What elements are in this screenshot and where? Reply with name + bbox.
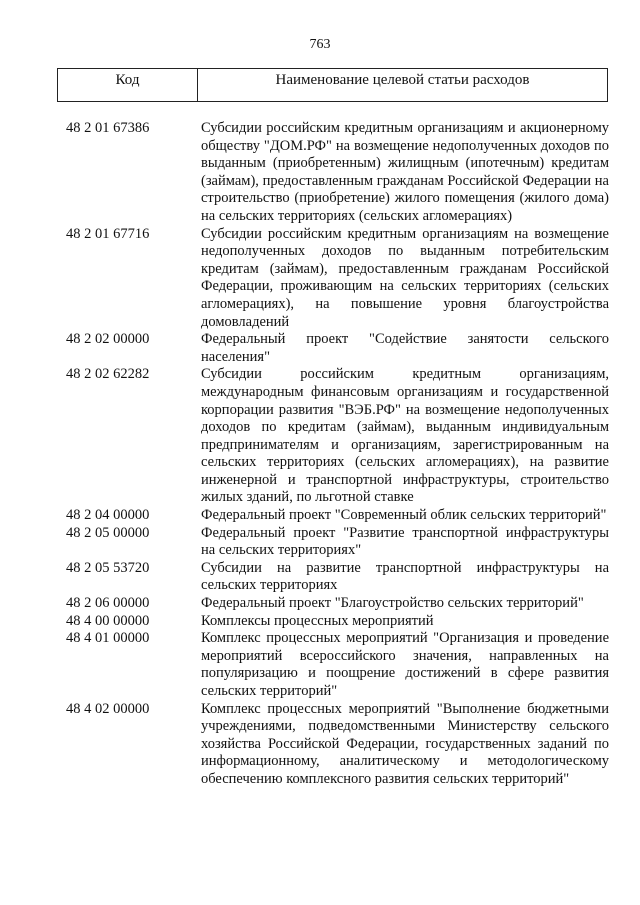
row-description: Комплекс процессных мероприятий "Выполнение бюджетными учреждениями, подведомственными Министерству сельского хозяйства Российской Федерации, государственных заданий по информационному, аналитическому и методологическому обеспечению комплексного развития сельских территорий" [201,700,609,787]
row-code: 48 2 01 67386 [66,120,150,136]
row-code: 48 4 01 00000 [66,630,150,647]
row-description: Субсидии на развитие транспортной инфраструктуры на сельских территориях [201,559,609,594]
row-code: 48 2 05 00000 [66,524,150,541]
table-body [66,120,609,789]
header-code-column: Код [58,69,198,101]
row-code: 48 2 06 00000 [66,595,150,612]
table-header [57,68,608,102]
table-row [66,507,609,525]
row-description: Субсидии российским кредитным организациям на возмещение недополученных доходов по выданным потребительским кредитам (займам), предоставленным гражданам Российской Федерации, проживающим на сельских территориях (сельских агломерациях), на повышение уровня благоустройства домовладений [201,225,609,330]
row-description: Федеральный проект "Современный облик сельских территорий" [201,507,607,524]
row-description: Субсидии российским кредитным организациям и акционерному обществу "ДОМ.РФ" на возмещение недополученных доходов по выданным (приобретенным) жилищным (ипотечным) кредитам (займам), предоставленным гражданам Российской Федерации на строительство (приобретение) жилого помещения (жилого дома) на сельских территориях (сельских агломерациях) [201,120,609,224]
page-number: 763 [309,37,331,52]
row-code: 48 2 04 00000 [66,507,150,524]
table-row [66,613,609,631]
row-code: 48 2 02 00000 [66,331,150,348]
row-description: Комплексы процессных мероприятий [201,612,434,629]
row-code: 48 4 02 00000 [66,700,150,717]
table-row [66,120,609,226]
table-row [66,595,609,613]
table-row [66,525,609,560]
row-description: Федеральный проект "Развитие транспортной инфраструктуры на сельских территориях" [201,524,609,559]
table-row [66,630,609,700]
table-row [66,366,609,507]
table-row [66,560,609,595]
row-code: 48 2 05 53720 [66,559,150,576]
header-name-column: Наименование целевой статьи расходов [275,72,530,88]
table-row [66,226,609,332]
row-code: 48 2 01 67716 [66,225,150,242]
table-row [66,701,609,789]
row-description: Федеральный проект "Содействие занятости сельского населения" [201,331,609,365]
row-code: 48 4 00 00000 [66,612,150,629]
row-code: 48 2 02 62282 [66,366,150,383]
table-row [66,331,609,366]
row-description: Федеральный проект "Благоустройство сельских территорий" [201,595,584,612]
row-description: Субсидии российским кредитным организациям, международным финансовым организациям и государственной корпорации развития "ВЭБ.РФ" на возмещение недополученных доходов по кредитам (займам), выданным индивидуальным предпринимателям и организациям, зарегистрированным на сельских территориях (сельских агломерациях), на развитие инженерной и транспортной инфраструктуры, строительство жилых зданий, по льготной ставке [201,366,609,506]
row-description: Комплекс процессных мероприятий "Организация и проведение мероприятий всероссийского значения, направленных на популяризацию и поощрение достижений в сфере развития сельских территорий" [201,630,609,699]
